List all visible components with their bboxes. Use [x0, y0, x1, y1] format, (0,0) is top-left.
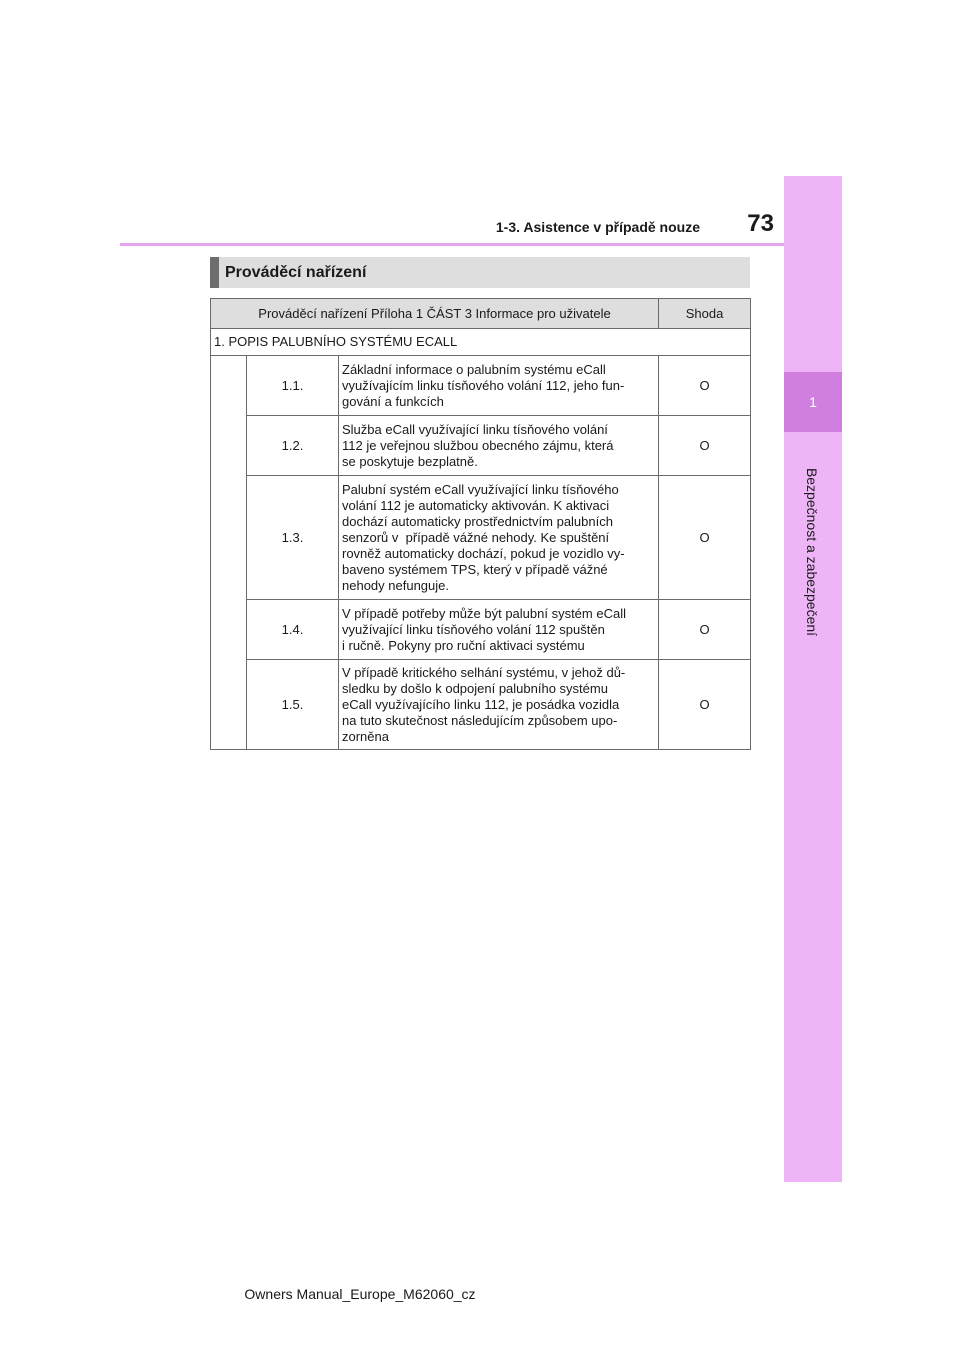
row-number: 1.5.: [247, 660, 339, 750]
footer-text: Owners Manual_Europe_M62060_cz: [244, 1286, 476, 1302]
table-group-row: [211, 329, 751, 356]
row-compliance: O: [659, 416, 751, 476]
row-description: [339, 356, 659, 416]
row-compliance: O: [659, 476, 751, 600]
row-description-line: V případě kritického selhání systému, v jehož dů-: [342, 664, 626, 680]
row-description: [339, 416, 659, 476]
row-description-line: senzorů v případě vážné nehody. Ke spuštění: [342, 529, 610, 545]
row-description-line: se poskytuje bezplatně.: [342, 453, 478, 469]
chapter-number-box: [784, 372, 842, 432]
table-row: [211, 660, 751, 750]
row-description-line: baveno systémem TPS, který v případě vážné: [342, 561, 608, 577]
row-description-line: rovněž automaticky dochází, pokud je vozidlo vy-: [342, 545, 625, 561]
row-compliance: O: [659, 660, 751, 750]
row-description: [339, 476, 659, 600]
row-description-line: dochází automaticky prostřednictvím palubních: [342, 513, 613, 529]
row-description-line: sledku by došlo k odpojení palubního systému: [342, 680, 608, 696]
row-description-line: využívajícím linku tísňového volání 112, jeho fun-: [342, 377, 625, 393]
row-description-line: 112 je veřejnou službou obecného zájmu, která: [342, 437, 614, 453]
table-row: [211, 416, 751, 476]
row-description-line: eCall využívajícího linku 112, je posádka vozidla: [342, 696, 620, 712]
table-header-regulation: Prováděcí nařízení Příloha 1 ČÁST 3 Informace pro uživatele: [211, 299, 659, 329]
row-description: [339, 660, 659, 750]
section-title: 1-3. Asistence v případě nouze: [495, 219, 700, 235]
table-row: [211, 476, 751, 600]
row-number: 1.4.: [247, 600, 339, 660]
regulation-table: [210, 298, 751, 750]
section-heading-text: Prováděcí nařízení: [225, 263, 367, 281]
row-number: 1.2.: [247, 416, 339, 476]
row-description-line: gování a funkcích: [342, 393, 444, 409]
row-description-line: na tuto skutečnost následujícím způsobem upo-: [342, 712, 618, 728]
row-compliance: O: [659, 600, 751, 660]
chapter-label: Bezpečnost a zabezpečení: [804, 467, 820, 637]
row-description-line: nehody nefunguje.: [342, 577, 449, 593]
row-description-line: i ručně. Pokyny pro ruční aktivaci systému: [342, 637, 585, 653]
row-description-line: volání 112 je automaticky aktivován. K aktivaci: [342, 497, 610, 513]
table-row: [211, 356, 751, 416]
header-rule: [120, 243, 784, 246]
table-group-title: 1. POPIS PALUBNÍHO SYSTÉMU ECALL: [211, 329, 751, 356]
row-description-line: využívající linku tísňového volání 112 spuštěn: [342, 621, 605, 637]
row-description-line: Služba eCall využívající linku tísňového volání: [342, 421, 608, 437]
table-header-row: [211, 299, 751, 329]
side-tab: [784, 176, 842, 1182]
row-description-line: Palubní systém eCall využívající linku tísňového: [342, 481, 619, 497]
row-compliance: O: [659, 356, 751, 416]
row-number: 1.3.: [247, 476, 339, 600]
row-description: [339, 600, 659, 660]
table-header-compliance: Shoda: [659, 299, 751, 329]
chapter-number: 1: [809, 394, 817, 410]
section-heading: [210, 257, 750, 288]
row-description-line: V případě potřeby může být palubní systém eCall: [342, 605, 626, 621]
table-indent-cell: [211, 356, 247, 750]
row-description-line: zorněna: [342, 728, 389, 744]
table-row: [211, 600, 751, 660]
row-description-line: Základní informace o palubním systému eCall: [342, 361, 606, 377]
page-number: 73: [747, 210, 774, 237]
row-number: 1.1.: [247, 356, 339, 416]
